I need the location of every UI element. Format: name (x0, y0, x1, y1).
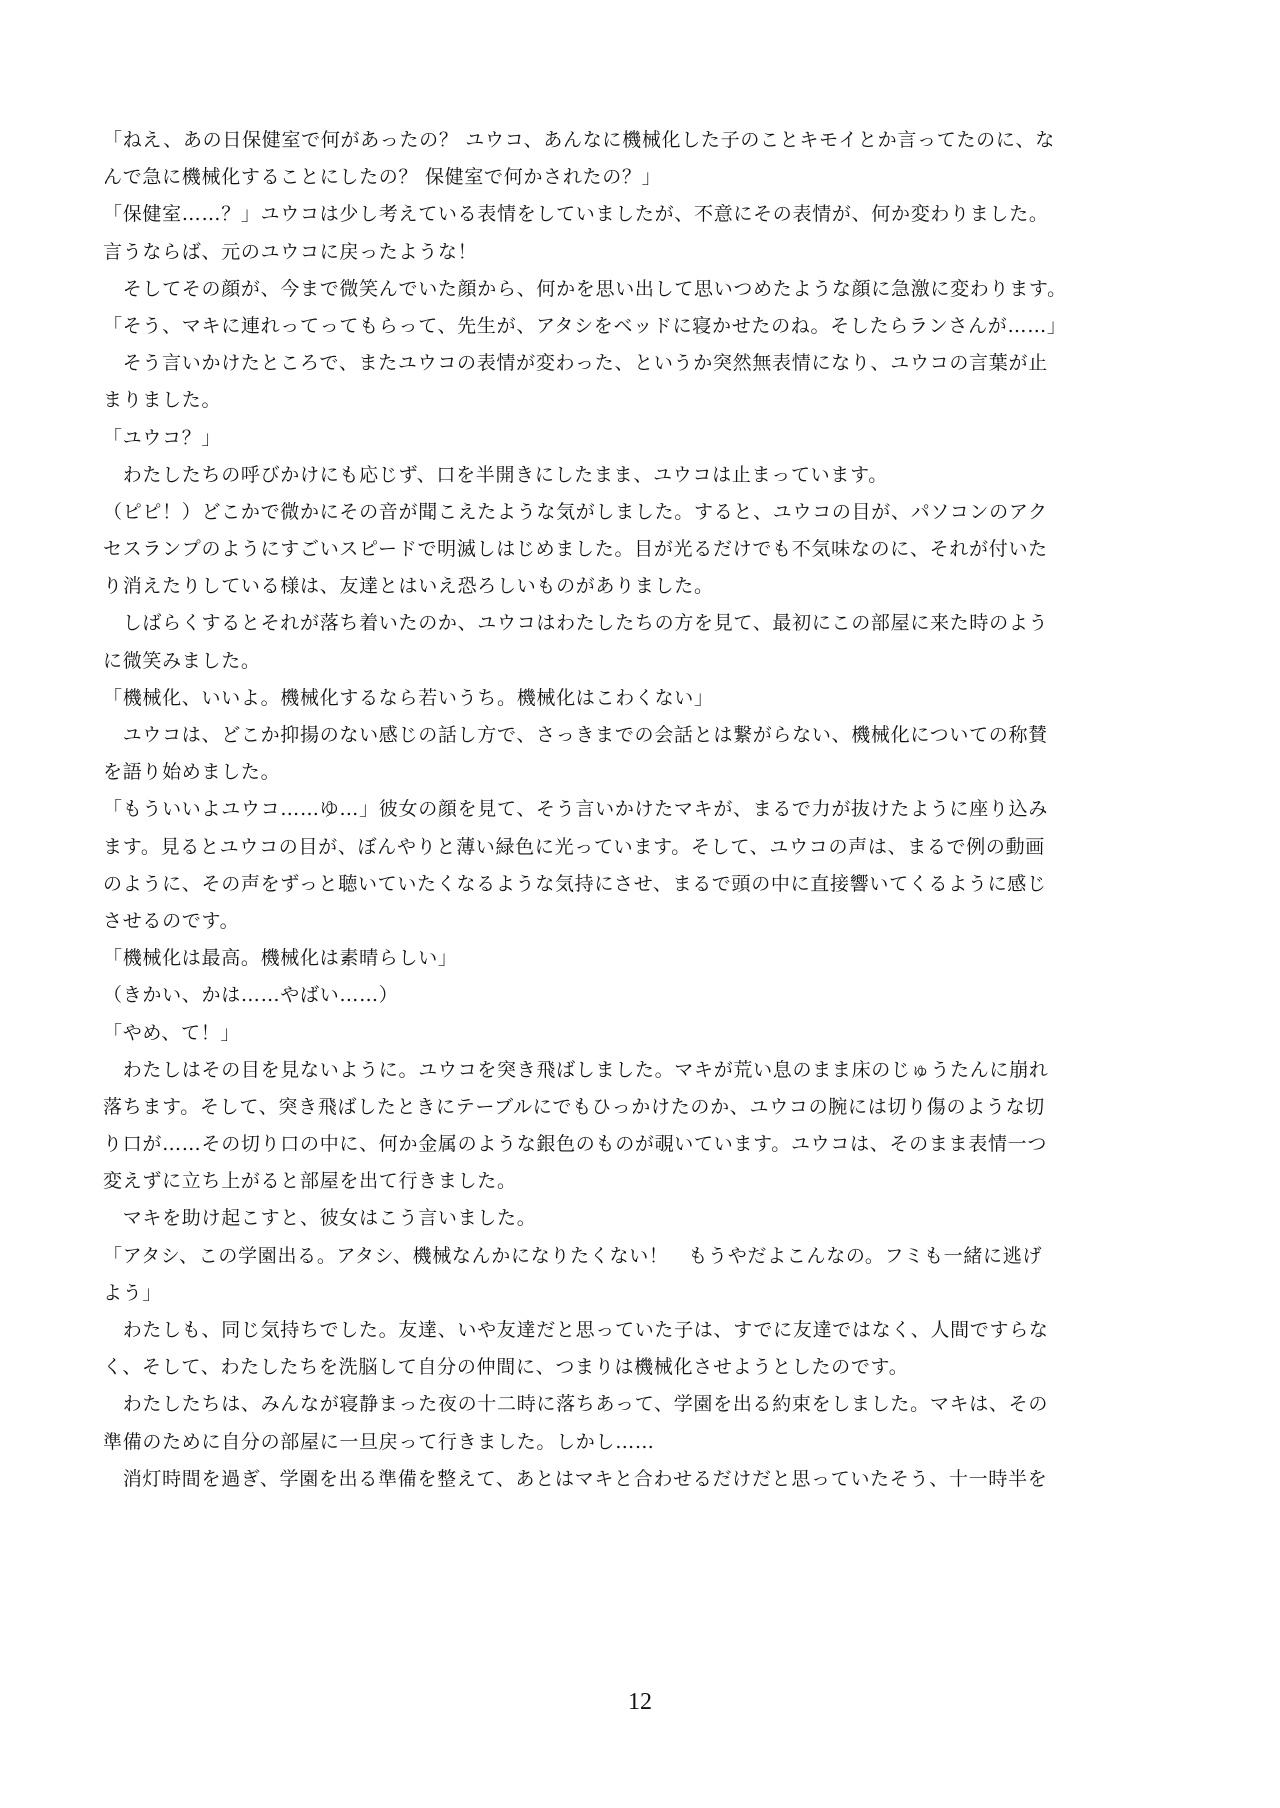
text-line: セスランプのようにすごいスピードで明滅しはじめました。目が光るだけでも不気味なのに、それが付いた (103, 538, 1048, 561)
text-line: 準備のために自分の部屋に一旦戻って行きました。しかし…… (103, 1430, 655, 1453)
text-line: 「もういいよユウコ……ゆ…」彼女の顔を見て、そう言いかけたマキが、まるで力が抜けたように座り込み (103, 798, 1049, 821)
text-line: まりました。 (103, 389, 222, 412)
text-line: 「そう、マキに連れってってもらって、先生が、アタシをベッドに寝かせたのね。そしたらランさんが……」 (103, 314, 1067, 337)
text-line: わたしはその目を見ないように。ユウコを突き飛ばしました。マキが荒い息のまま床のじゅうたんに崩れ (103, 1058, 1049, 1081)
text-line: そしてその顔が、今まで微笑んでいた顔から、何かを思い出して思いつめたような顔に急激に変わります。 (103, 277, 1067, 300)
text-line: 「やめ、て！」 (103, 1021, 241, 1044)
text-line: そう言いかけたところで、またユウコの表情が変わった、というか突然無表情になり、ユウコの言葉が止 (103, 352, 1048, 375)
page-number: 12 (628, 1689, 652, 1715)
text-line: わたしたちの呼びかけにも応じず、口を半開きにしたまま、ユウコは止まっています。 (103, 463, 888, 486)
text-line: を語り始めました。 (103, 761, 281, 784)
text-line: しばらくするとそれが落ち着いたのか、ユウコはわたしたちの方を見て、最初にこの部屋に来た時のよう (103, 612, 1049, 635)
text-line: 「機械化、いいよ。機械化するなら若いうち。機械化はこわくない」 (103, 686, 714, 709)
body-text (103, 122, 1179, 1498)
text-line: ます。見るとユウコの目が、ぼんやりと薄い緑色に光っています。そして、ユウコの声は、まるで例の動画 (103, 835, 1045, 858)
text-line: に微笑みました。 (103, 649, 261, 672)
text-line: 「機械化は最高。機械化は素晴らしい」 (103, 947, 458, 970)
text-line: （きかい、かは……やばい……） (103, 984, 399, 1007)
text-line: く、そして、わたしたちを洗脳して自分の仲間に、つまりは機械化させようとしたのです。 (103, 1356, 909, 1379)
text-line: り消えたりしている様は、友達とはいえ恐ろしいものがありました。 (103, 575, 714, 598)
text-line: （ピピ！）どこかで微かにその音が聞こえたような気がしました。すると、ユウコの目が、パソコンのアク (103, 500, 1048, 523)
text-line: のように、その声をずっと聴いていたくなるような気持にさせ、まるで頭の中に直接響いてくるように感じ (103, 872, 1047, 895)
text-line: 落ちます。そして、突き飛ばしたときにテーブルにでもひっかけたのか、ユウコの腕には切り傷のような切 (103, 1095, 1045, 1118)
text-line: り口が……その切り口の中に、何か金属のような銀色のものが覗いています。ユウコは、そのまま表情一つ (103, 1133, 1048, 1156)
text-line: 変えずに立ち上がると部屋を出て行きました。 (103, 1170, 517, 1193)
text-line: ユウコは、どこか抑揚のない感じの話し方で、さっきまでの会話とは繋がらない、機械化についての称賛 (103, 724, 1048, 746)
text-line: 言うならば、元のユウコに戻ったような！ (103, 240, 478, 263)
text-line: よう」 (103, 1281, 163, 1304)
text-line: 「アタシ、この学園出る。アタシ、機械なんかになりたくない！ もうやだよこんなの。フミも一緒に逃げ (103, 1244, 1043, 1267)
text-line: 「ねえ、あの日保健室で何があったの？ ユウコ、あんなに機械化した子のことキモイとか言ってたのに、な (103, 129, 1055, 151)
text-line: 「ユウコ？」 (103, 426, 222, 449)
text-line: 消灯時間を過ぎ、学園を出る準備を整えて、あとはマキと合わせるだけだと思っていたそう、十一時半を (103, 1467, 1048, 1490)
text-line: わたしも、同じ気持ちでした。友達、いや友達だと思っていた子は、すでに友達ではなく、人間ですらな (103, 1319, 1049, 1341)
text-line: んで急に機械化することにしたの？ 保健室で何かされたの？」 (103, 166, 662, 189)
text-line: させるのです。 (103, 909, 240, 932)
text-line: 「保健室……？」ユウコは少し考えている表情をしていましたが、不意にその表情が、何か変わりました。 (103, 203, 1049, 226)
text-line: わたしたちは、みんなが寝静まった夜の十二時に落ちあって、学園を出る約束をしました。マキは、その (103, 1393, 1049, 1416)
text-line: マキを助け起こすと、彼女はこう言いました。 (103, 1207, 537, 1230)
